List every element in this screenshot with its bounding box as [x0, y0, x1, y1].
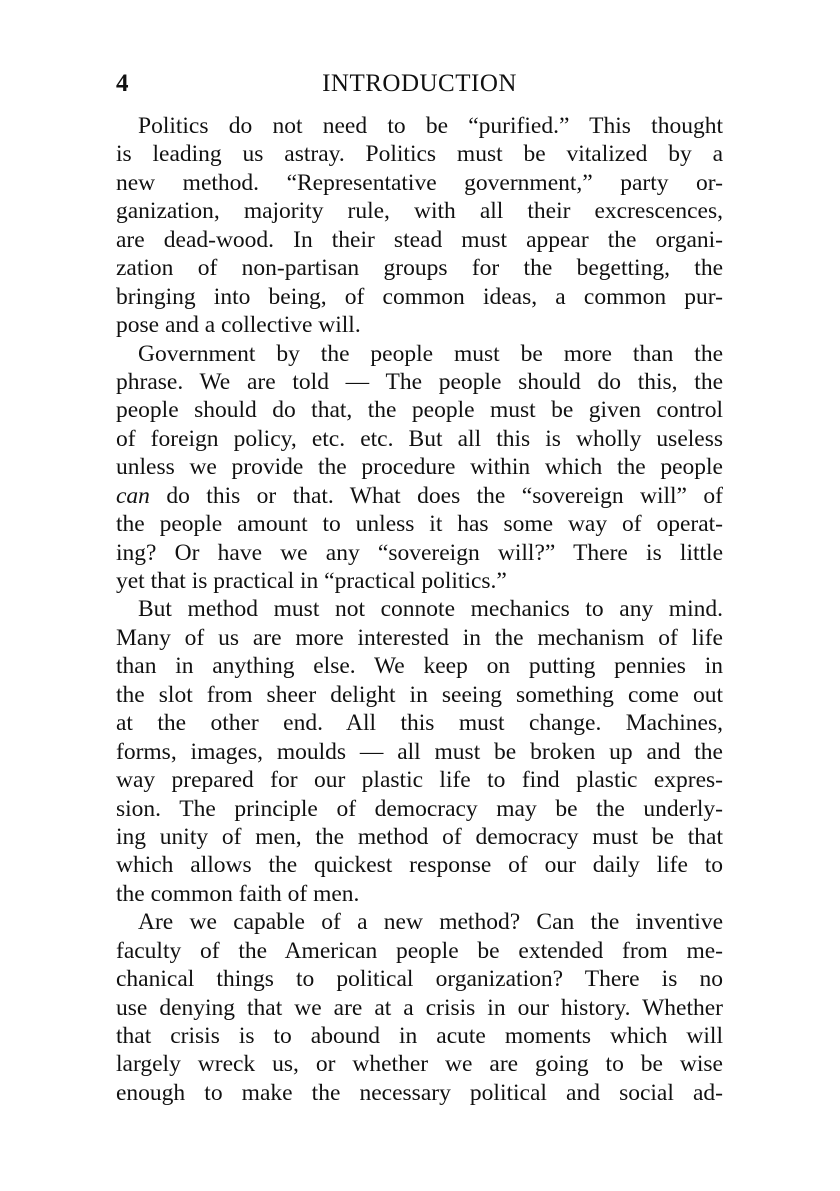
text-line: the slot from sheer delight in seeing something come out: [116, 681, 723, 708]
text-line: Politics do not need to be “purified.” This thought: [138, 113, 723, 139]
text-line: people should do that, the people must be given control: [116, 397, 723, 424]
text-line: which allows the quickest response of our daily life to: [116, 852, 723, 879]
text-line: new method. “Representative government,” party or-: [116, 169, 723, 196]
text-line: But method must not connote mechanics to any mind.: [138, 596, 723, 623]
text-line: that crisis is to abound in acute moments which will: [116, 1023, 723, 1049]
text-line: than in anything else. We keep on putting pennies in: [116, 653, 723, 680]
text-line: faculty of the American people be extended from me-: [116, 937, 723, 964]
text-line: ing unity of men, the method of democracy must be that: [116, 823, 723, 850]
text-line: unless we provide the procedure within which the people: [116, 454, 723, 481]
text-line: the common faith of men.: [116, 880, 360, 907]
page-header: [116, 64, 723, 104]
text-line-segment: do this or that. What does the “sovereign will” of: [149, 482, 723, 509]
text-line: sion. The principle of democracy may be the underly-: [116, 795, 723, 822]
page-number: 4: [116, 70, 129, 97]
text-line: largely wreck us, or whether we are going to be wise: [116, 1051, 723, 1078]
text-line: are dead-wood. In their stead must appear the organi-: [116, 226, 723, 253]
text-line: way prepared for our plastic life to find plastic expres-: [116, 767, 723, 794]
text-line: Are we capable of a new method? Can the inventive: [138, 909, 723, 936]
text-line: phrase. We are told — The people should do this, the: [116, 368, 723, 395]
text-line: forms, images, moulds — all must be broken up and the: [116, 738, 723, 765]
text-line: at the other end. All this must change. Machines,: [116, 710, 723, 737]
text-line: pose and a collective will.: [116, 312, 361, 339]
text-line: Many of us are more interested in the mechanism of life: [116, 624, 723, 651]
text-line: of foreign policy, etc. etc. But all this is wholly useless: [116, 425, 723, 452]
text-line: ganization, majority rule, with all their excrescences,: [116, 198, 723, 225]
text-line: zation of non-partisan groups for the begetting, the: [116, 255, 723, 282]
italic-word: can: [116, 482, 150, 509]
text-line: bringing into being, of common ideas, a common pur-: [116, 283, 723, 310]
text-line: ing? Or have we any “sovereign will?” There is little: [116, 539, 723, 566]
text-line: is leading us astray. Politics must be vitalized by a: [116, 141, 723, 168]
text-line: the people amount to unless it has some way of operat-: [116, 511, 723, 538]
text-line: chanical things to political organization? There is no: [116, 966, 723, 993]
body-text: [116, 112, 723, 1107]
text-line: [116, 482, 723, 510]
running-title: INTRODUCTION: [322, 70, 517, 97]
text-line: Government by the people must be more than the: [138, 340, 723, 367]
text-line: enough to make the necessary political and social ad-: [116, 1079, 723, 1106]
text-line: yet that is practical in “practical politics.”: [116, 568, 507, 594]
text-line: use denying that we are at a crisis in our history. Whether: [116, 994, 723, 1021]
